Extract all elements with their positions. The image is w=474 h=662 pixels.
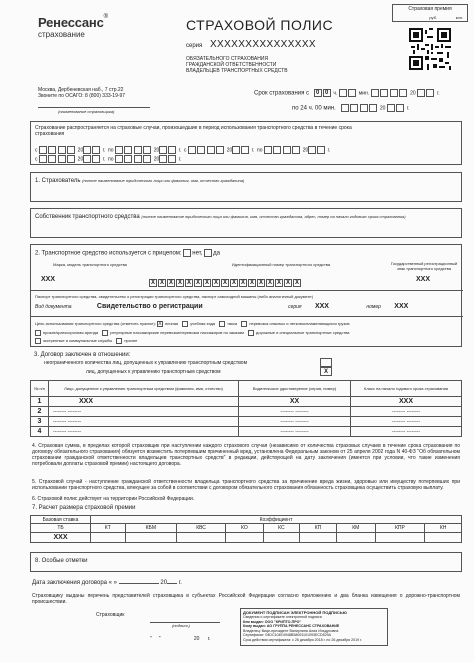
usage-checkbox-personal[interactable]: X	[158, 321, 162, 327]
signature-caption: (подпись)	[172, 623, 190, 628]
subtitle-line-3: ВЛАДЕЛЬЦЕВ ТРАНСПОРТНЫХ СРЕДСТВ	[186, 68, 288, 74]
usage-checkbox-training[interactable]	[182, 321, 188, 327]
subtitle-line-2: ГРАЖДАНСКОЙ ОТВЕТСТВЕННОСТИ	[186, 62, 277, 68]
usage-checkbox-passenger[interactable]	[102, 330, 108, 336]
term-min-cell	[348, 89, 356, 97]
e-signature-line: Владелец: Вице-президент Валиулина Алия Ильдусовна	[243, 628, 339, 633]
vin-cell: X	[249, 279, 254, 286]
driver-name: XXX	[49, 397, 239, 407]
vehicle-divider	[31, 290, 463, 291]
term-date-cell	[371, 89, 379, 97]
periods-block	[30, 121, 462, 165]
premium-table-group-row	[31, 516, 462, 524]
term-to-year-label: г.	[406, 105, 410, 112]
coef-value-cell	[300, 533, 337, 543]
policyholder-label: 1. Страхователь	[35, 178, 81, 184]
owner-label: Собственник транспортного средства	[35, 214, 140, 220]
trailer-yes-label: да	[213, 250, 220, 257]
coef-col-header: КС	[263, 524, 300, 533]
owner-row	[31, 209, 461, 226]
term-to-cell	[341, 104, 349, 112]
title-subtitle	[186, 56, 288, 74]
usage-divider	[31, 316, 463, 317]
drivers-header-license: Водительское удостоверение (серия, номер)	[239, 381, 351, 397]
doc-number-value: XXX	[394, 303, 409, 310]
term-min-label: мин.	[358, 90, 370, 97]
term-date-cell	[390, 89, 398, 97]
driver-class: -------- --------	[351, 427, 462, 437]
coef-value-cell	[425, 533, 462, 543]
usage-checkbox-other[interactable]	[116, 338, 122, 344]
s3-option-2: лиц, допущенных к управлению транспортным средством	[86, 369, 221, 375]
coef-col-header: КТ	[91, 524, 126, 533]
drivers-header-class: Класс на начало годового срока страхования	[351, 381, 462, 397]
premium-label: Страховая премия	[408, 6, 452, 12]
contract-date-year-field[interactable]	[167, 583, 177, 584]
drivers-header-name: Лицо, допущенное к управлению транспортным средством (фамилия, имя, отчество)	[49, 381, 239, 397]
usage-option-label: экстренные и коммунальные службы	[43, 338, 113, 344]
premium-rub: руб.	[429, 15, 437, 20]
vin-header: Идентификационный номер транспортного средства	[231, 262, 331, 267]
drivers-table	[30, 380, 462, 437]
coef-col-header: КПР	[375, 524, 425, 533]
section-3-label: 3. Договор заключен в отношении:	[34, 352, 131, 358]
coef-col-header: КВС	[177, 524, 226, 533]
driver-license: -------- --------	[239, 427, 351, 437]
trailer-yes-checkbox[interactable]	[204, 249, 212, 257]
vin-cell: X	[213, 279, 218, 286]
driver-name: -------- --------	[49, 407, 239, 417]
vin-cell: X	[231, 279, 236, 286]
driver-license: XX	[239, 397, 351, 407]
section-8-special-notes	[30, 552, 462, 572]
driver-license: -------- --------	[239, 407, 351, 417]
drivers-header-no: № п/п	[31, 381, 49, 397]
page-title: СТРАХОВОЙ ПОЛИС	[186, 17, 334, 33]
section-7-label: 7. Расчет размера страховой премии	[32, 505, 136, 511]
usage-row-3	[35, 338, 463, 344]
vin-cell: X	[195, 279, 200, 286]
doc-row	[35, 304, 459, 310]
period-row-2: с 20 г. по 20 г.	[35, 156, 182, 163]
section-2-vehicle	[30, 244, 462, 347]
vin-cell: X	[186, 279, 191, 286]
insurer-block	[38, 87, 125, 99]
logo-registered-mark: ®	[103, 14, 109, 20]
series-row	[186, 41, 316, 50]
s3-checkbox-unlimited[interactable]	[320, 358, 332, 367]
coef-value-cell	[375, 533, 425, 543]
contract-date-row	[32, 580, 182, 587]
premium-kop: коп.	[455, 15, 463, 20]
usage-row-2	[35, 330, 463, 336]
insurer-address: Москва, Дербеневская наб., 7 стр.22	[38, 87, 124, 93]
e-signature-line: Сведения о сертификате электронной подписи	[243, 615, 322, 619]
contract-date-year-prefix: 20	[160, 580, 168, 586]
base-rate-header: Базовая ставка	[31, 516, 91, 524]
policyholder-hint: (полное наименование юридического лица или фамилия, имя, отчество гражданина)	[82, 178, 245, 183]
plate-header: Государственный регистрационный знак транспортного средства	[390, 261, 458, 271]
driver-no: 4	[31, 427, 49, 437]
term-to-cell	[360, 104, 368, 112]
term-to-year-prefix: 20	[379, 105, 386, 112]
vin-cell: X	[258, 279, 263, 286]
e-signature-line: Кем выдан: ООО "КРИПТО-ПРО"	[243, 619, 302, 624]
doc-series-label: серия	[288, 304, 302, 310]
trailer-no-label: нет	[192, 250, 201, 257]
driver-license: -------- --------	[239, 417, 351, 427]
series-value: XXXXXXXXXXXXXXX	[209, 39, 317, 50]
qr-code-icon	[409, 28, 451, 70]
term-hour-cell: 0	[314, 89, 322, 97]
usage-checkbox-taxi[interactable]	[219, 321, 225, 327]
term-to-cell	[396, 104, 404, 112]
special-notes-label: 8. Особые отметки	[35, 558, 88, 564]
usage-checkbox-dangerous-goods[interactable]	[241, 321, 247, 327]
coef-col-header: КП	[300, 524, 337, 533]
term-label: Срок страхования с	[254, 90, 310, 97]
periods-text: Страхование распространяется на страховые случаи, произошедшие в период использования транспортного средства в течение срока страхования	[35, 125, 352, 137]
vin-cell: X	[276, 279, 281, 286]
driver-no: 1	[31, 397, 49, 407]
usage-option-label: регулярные пассажирские перевозки/перевозки пассажиров по заказам	[110, 330, 244, 336]
driver-no: 2	[31, 407, 49, 417]
term-to-cell	[387, 104, 395, 112]
coef-header: Коэффициент	[91, 516, 462, 524]
usage-option-label: такси	[227, 321, 238, 327]
term-min-cell	[339, 89, 347, 97]
s3-checkbox-limited[interactable]: X	[320, 367, 332, 376]
signature-date: " " 20 г.	[150, 636, 211, 642]
vin-cell: X	[177, 279, 182, 286]
coef-value-cell	[91, 533, 126, 543]
usage-option-label: прочее	[124, 338, 138, 344]
coef-col-header: КН	[425, 524, 462, 533]
e-signature-title: ДОКУМЕНТ ПОДПИСАН ЭЛЕКТРОННОЙ ПОДПИСЬЮ	[243, 610, 347, 615]
usage-option-label: дорожные и специальные транспортные средства	[256, 330, 350, 336]
insurer-caption: (наименование страховщика)	[58, 109, 115, 114]
coef-col-header: КБМ	[125, 524, 177, 533]
trailer-row: 2. Транспортное средство используется с прицепом: нет, да	[35, 250, 220, 257]
insurer-phone: Звоните по ОСАГО: 8 (800) 333-19-97	[38, 93, 126, 99]
term-date-cell	[380, 89, 388, 97]
section-5-text: 5. Страховой случай - наступление гражданской ответственности владельца транспортного средства за причинение вреда жизни, здоровью или имуществу потерпевших при использовании транспортного средства, влекущее за собой в соответствии с договором обязательного страхования обязанность страховщика осуществить страховую выплату.	[32, 479, 460, 491]
driver-name: -------- --------	[49, 427, 239, 437]
section-1-policyholder	[30, 172, 462, 202]
term-year-label: г.	[437, 90, 440, 97]
driver-class: -------- --------	[351, 417, 462, 427]
trailer-no-checkbox[interactable]	[183, 249, 191, 257]
vin-cell: X	[150, 279, 155, 286]
vin-cell: X	[285, 279, 290, 286]
vin-cell: X	[294, 279, 299, 286]
s3-option-1: неограниченного количества лиц, допущенных к управлению транспортным средством	[44, 360, 248, 366]
coef-value-cell	[263, 533, 300, 543]
vehicle-brand: XXX	[41, 276, 56, 283]
doc-type-value: Свидетельство о регистрации	[96, 303, 203, 310]
vin-cell: X	[240, 279, 245, 286]
term-row: Срок страхования с 0 0 ч. мин. 20 г.	[254, 90, 440, 97]
term-year-cell	[426, 89, 434, 97]
coef-value-cell	[125, 533, 177, 543]
owner-block	[30, 208, 462, 238]
e-signature-line: Кому выдан: АО ГРУППА РЕНЕССАНС СТРАХОВАНИЕ	[243, 624, 340, 629]
vehicle-plate: XXX	[416, 276, 431, 283]
coef-value-cell	[177, 533, 226, 543]
vin-cell: X	[204, 279, 209, 286]
usage-row-1	[35, 321, 463, 327]
insurer-sign-label: Страховщик	[96, 612, 125, 618]
usage-option-label: перевозка опасных и легковоспламеняющихся грузов	[249, 321, 350, 327]
term-to-row	[292, 104, 409, 113]
e-signature-line: Срок действия сертификата: с 26 декабря 2018 г. по 26 декабря 2019 г.	[243, 637, 362, 642]
vin-cell: X	[159, 279, 164, 286]
coef-value-cell	[226, 533, 264, 543]
period-row-1: с 20 г. по 20 г. с 20 г. по 20 г.	[35, 147, 331, 154]
term-year-cell	[417, 89, 425, 97]
e-signature-line: Сертификат: 04DC104E4948B58091101093ECD529A	[243, 633, 332, 638]
driver-class: XXX	[351, 397, 462, 407]
insurer-underline	[38, 107, 150, 108]
coef-col-header: КМ	[336, 524, 375, 533]
usage-option-label: прокат/краткосрочная аренда	[43, 330, 99, 336]
doc-series-value: XXX	[314, 303, 329, 310]
term-to-label: по 24 ч. 00 мин.	[292, 105, 336, 112]
term-to-cell	[350, 104, 358, 112]
series-label: серия	[186, 43, 203, 49]
table-row	[31, 427, 462, 437]
usage-checkbox-emergency[interactable]	[35, 338, 41, 344]
logo-main: Ренессанс	[38, 15, 104, 30]
driver-name: -------- --------	[49, 417, 239, 427]
usage-checkbox-rental[interactable]	[35, 330, 41, 336]
driver-class: -------- --------	[351, 407, 462, 417]
coef-value-cell	[336, 533, 375, 543]
contract-date-month-field[interactable]	[119, 583, 159, 584]
term-to-cell	[369, 104, 377, 112]
premium-table-header-row	[31, 524, 462, 533]
doc-type-label: Вид документа	[35, 304, 72, 310]
subtitle-line-1: ОБЯЗАТЕЛЬНОГО СТРАХОВАНИЯ	[186, 56, 269, 62]
section-6-text: 6. Страховой полис действует на территории Российской Федерации.	[32, 496, 195, 502]
contract-date-label: Дата заключения договора « »	[32, 580, 118, 586]
pts-label: Паспорт транспортного средства, свидетельство о регистрации транспортного средства, паспорт самоходной машины (либо аналогичный документ)	[35, 294, 314, 299]
usage-label: Цель использования транспортного средства (отметить нужное):	[35, 321, 156, 327]
table-row	[31, 407, 462, 417]
driver-no: 3	[31, 417, 49, 427]
term-hour-cell: 0	[323, 89, 331, 97]
premium-table-value-row	[31, 533, 462, 543]
doc-number-label: номер	[366, 304, 381, 310]
section-4-text: 4. Страховая сумма, в пределах которой страховщик при наступлении каждого страхового случая (независимо от количества страховых случаев в течение срока страхования по договору обязательного страхования) обязуется возместить потерпевшим причиненный вред, установлена Федеральным законом от 25 апреля 2002 года N 40-ФЗ "Об обязательном страховании гражданской ответственности владельцев транспортных средств" в редакции, действующей на дату заключения (имеется при условии, что такие изменения потребовали доплаты страховой премии) настоящего договора.	[32, 443, 460, 467]
premium-box	[392, 4, 468, 22]
footer-text: Страховщику выданы перечень представителей страховщика в субъектах Российской Федерации согласно приложению и два бланка извещения о дорожно-транспортном происшествии.	[32, 593, 460, 605]
e-signature-block	[240, 608, 388, 646]
logo	[38, 14, 108, 39]
contract-date-year-label: г.	[178, 580, 182, 586]
owner-hint: (полное наименование юридического лица или фамилия, имя, отчество гражданина, адрес, номер на начало годового срока страхования)	[141, 214, 406, 219]
policyholder-row	[31, 173, 461, 190]
trailer-label: 2. Транспортное средство используется с прицепом:	[35, 250, 182, 257]
usage-checkbox-road-special[interactable]	[248, 330, 254, 336]
drivers-header-row	[31, 381, 462, 397]
usage-option-label: учебная езда	[190, 321, 216, 327]
table-row	[31, 397, 462, 407]
vin-cell: X	[267, 279, 272, 286]
usage-option-label: личная	[164, 321, 179, 327]
coef-value-cell: XXX	[31, 533, 91, 543]
logo-sub: страхование	[38, 30, 85, 39]
vin-cell: X	[222, 279, 227, 286]
coef-col-header: КО	[226, 524, 264, 533]
term-date-cell	[399, 89, 407, 97]
coef-col-header: ТБ	[31, 524, 91, 533]
premium-table	[30, 515, 462, 543]
table-row	[31, 417, 462, 427]
vin-cell: X	[168, 279, 173, 286]
term-year-prefix: 20	[410, 90, 416, 97]
brand-header: Марка, модель транспортного средства	[53, 262, 127, 267]
